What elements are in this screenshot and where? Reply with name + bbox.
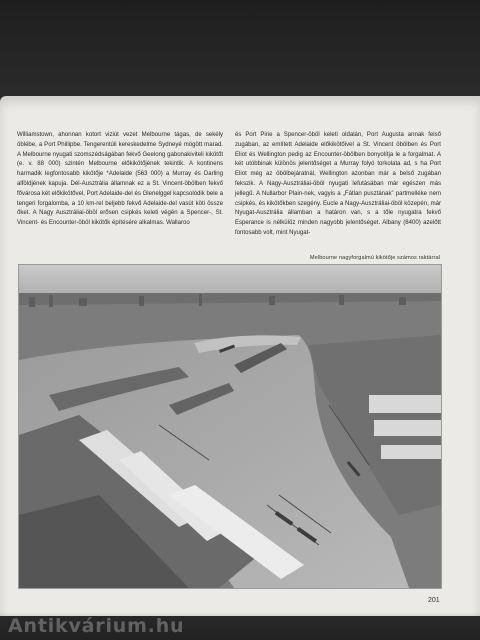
page-number: 201 <box>428 597 440 604</box>
right-column-text: és Port Pirie a Spencer-öböl keleti oldalán, Port Augusta annak felső zugában, az említett Adelaide előkikötőivel a St. Vincent öbölben és Port Eliot és Wellington pedig az Encounter-öbölben bonyolítja le a forgalmat. A két utóbbinak különös jelentőséget a Murray folyó torkolata ad, s ha Port Eliot még az öbölbejáratnál, Wellington azonban már a belső zugában fekszik. A Nagy-Ausztráliai-öböl nyugati lefutásában már egészen más jellegű. A Nullarbor Plain-nek, vagyis a „Fátlan pusztának” partmelléke nem csipkés, és kikötőkben szegény. Eucle a Nagy-Ausztráliai-öböl közepén, már Nyugat-Ausztrália államban a határon van, s a tőle nyugatra fekvő Esperance is nélkülöz minden nagyobb jelentőséget. Albany (8400) azelőtt fontosabb volt, mint Nyugat- <box>235 132 441 236</box>
watermark-text: Antikvárium.hu <box>8 615 185 637</box>
right-column <box>235 131 441 239</box>
photo-caption: Melbourne nagyforgalmú kikötője számos raktárral <box>309 255 440 261</box>
left-column-text: Williamstown, ahonnan kotort viziút vezet Melbourne tágas, de sekély öblébe, a Port Phillipbe. Tengerentúli kereskedelme Sydneyé mögött marad. A Melbourne nyugati szomszédságában fekvő Geelong gabonakiviteli kikötőt (e. v. 88 000) szintén Melbourne előkikötőjének tekintik. A kontinens harmadik legfontosabb kikötője *Adelaide (563 000) a Murray és Darling alföldjének kapuja. Dél-Ausztrália államnak ez a St. Vincent-öbölben fekvő fővárosa két előkikötővel, Port Adelaide-del és Glenelggel kapcsolódik bele a tengeri forgalomba, a 10 km-rel beljebb fekvő Adelaide-del vasút köti össze őket. A Nagy Ausztráliai-öböl erősen csipkés keleti végén a Spencer-, St. Vincent- és Encounter-öböl kikötők építésére alkalmas. Wallaroo <box>17 132 223 227</box>
left-column <box>17 131 223 239</box>
watermark <box>0 612 480 640</box>
harbor-photo <box>18 264 442 589</box>
background-shadow <box>0 0 480 100</box>
text-columns <box>17 131 442 239</box>
